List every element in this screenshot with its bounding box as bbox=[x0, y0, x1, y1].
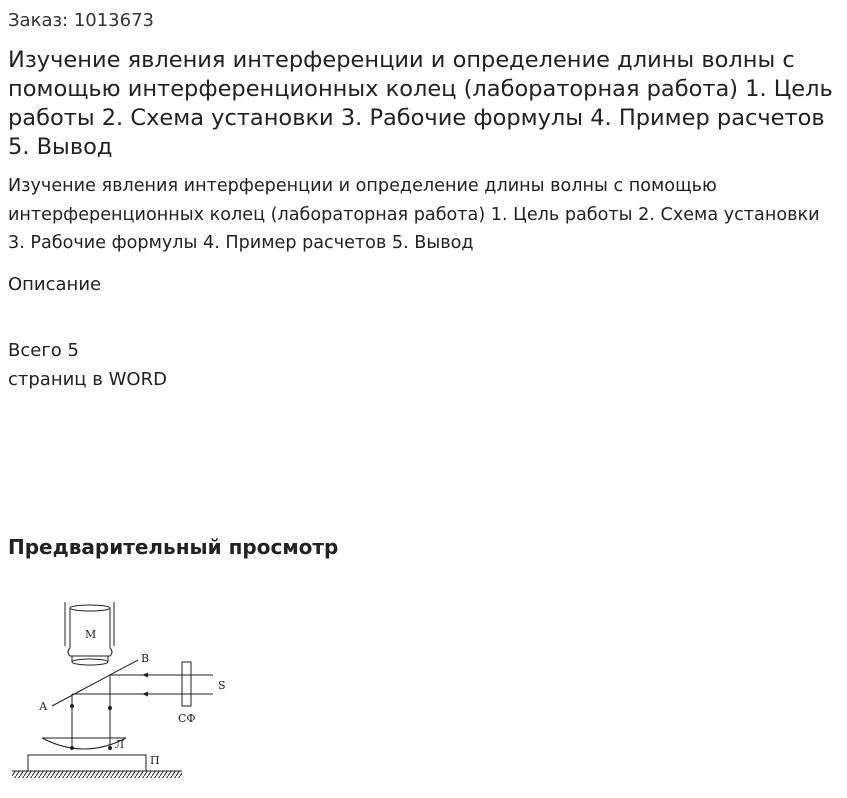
label-l: Л bbox=[115, 738, 125, 751]
label-s: S bbox=[218, 679, 226, 692]
lens bbox=[42, 738, 126, 749]
preview-diagram bbox=[8, 596, 238, 786]
base-plate bbox=[28, 755, 146, 771]
light-filter bbox=[182, 662, 191, 706]
label-p: П bbox=[150, 754, 160, 767]
description-label: Описание bbox=[8, 274, 102, 295]
label-b: В bbox=[141, 652, 150, 665]
page-count bbox=[8, 336, 167, 394]
work-description: Изучение явления интерференции и определение длины волны с помощью интерференционных колец (лабораторная работа) 1. Цель работы 2. Схема установки 3. Рабочие формулы 4. Пример расчетов 5. Вывод bbox=[8, 176, 820, 253]
label-m: М bbox=[85, 628, 97, 641]
preview-heading: Предварительный просмотр bbox=[8, 535, 339, 559]
setup-scheme bbox=[8, 596, 238, 786]
label-sf: СФ bbox=[178, 712, 196, 725]
page-count-format: страниц в WORD bbox=[8, 369, 167, 390]
glass-plate bbox=[52, 660, 138, 706]
table-surface bbox=[12, 771, 182, 778]
order-number: Заказ: 1013673 bbox=[8, 10, 154, 31]
page-title: Изучение явления интерференции и определение длины волны с помощью интерференционных колец (лабораторная работа) 1. Цель работы 2. Схема установки 3. Рабочие формулы 4. Пример расчетов 5. Вывод bbox=[8, 47, 833, 160]
label-a: А bbox=[39, 700, 48, 713]
page-count-total: Всего 5 bbox=[8, 340, 79, 361]
